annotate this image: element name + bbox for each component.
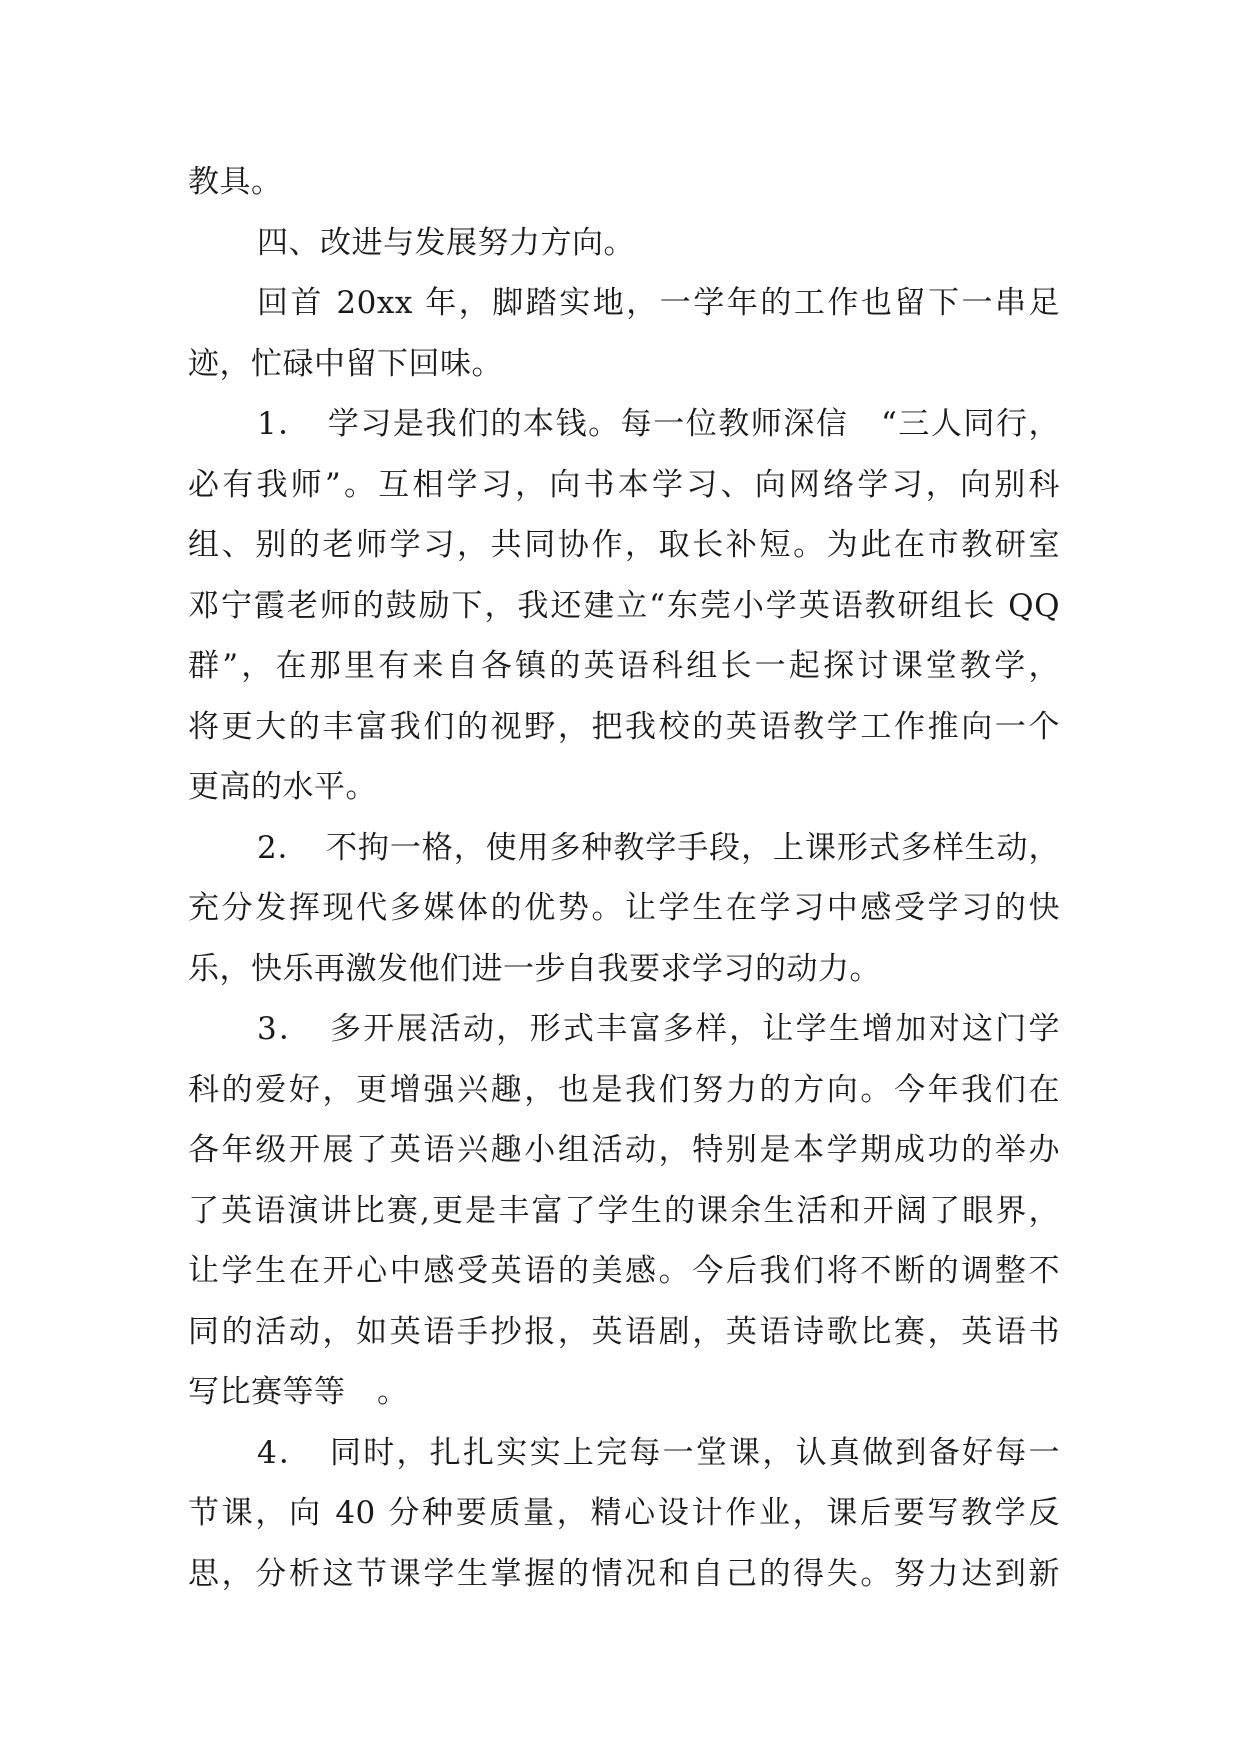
text-line: 各年级开展了英语兴趣小组活动，特别是本学期成功的举办 xyxy=(188,1132,1060,1168)
text-line: 让学生在开心中感受英语的美感。今后我们将不断的调整不 xyxy=(188,1253,1060,1289)
text-line: 4． 同时，扎扎实实上完每一堂课，认真做到备好每一 xyxy=(257,1434,1060,1471)
text-line: 2． 不拘一格，使用多种教学手段，上课形式多样生动， xyxy=(257,829,1060,866)
text-line: 乐，快乐再激发他们进一步自我要求学习的动力。 xyxy=(188,950,881,987)
text-line: 必有我师”。互相学习，向书本学习、向网络学习，向别科 xyxy=(188,466,1060,503)
text-line: 教具。 xyxy=(188,164,283,200)
text-line: 1． 学习是我们的本钱。每一位教师深信 “三人同行， xyxy=(257,406,1060,442)
text-line: 同的活动，如英语手抄报，英语剧，英语诗歌比赛，英语书 xyxy=(188,1313,1060,1350)
text-line: 回首 20xx 年，脚踏实地，一学年的工作也留下一串足 xyxy=(257,285,1060,321)
text-line: 将更大的丰富我们的视野，把我校的英语教学工作推向一个 xyxy=(188,708,1060,745)
text-line: 3． 多开展活动，形式丰富多样，让学生增加对这门学 xyxy=(257,1011,1060,1047)
text-line: 节课，向 40 分种要质量，精心设计作业，课后要写教学反 xyxy=(188,1495,1060,1531)
text-line: 写比赛等等 。 xyxy=(188,1374,409,1410)
text-line: 科的爱好，更增强兴趣，也是我们努力的方向。今年我们在 xyxy=(188,1071,1060,1108)
text-line: 群”，在那里有来自各镇的英语科组长一起探讨课堂教学， xyxy=(188,648,1060,684)
text-line: 迹，忙碌中留下回味。 xyxy=(188,345,503,382)
text-line: 邓宁霞老师的鼓励下，我还建立“东莞小学英语教研组长 QQ xyxy=(188,587,1060,624)
text-line: 组、别的老师学习，共同协作，取长补短。为此在市教研室 xyxy=(188,527,1060,563)
text-line: 四、改进与发展努力方向。 xyxy=(257,224,635,261)
text-line: 思，分析这节课学生掌握的情况和自己的得失。努力达到新 xyxy=(188,1555,1060,1592)
document-body xyxy=(188,152,1060,1604)
text-line: 更高的水平。 xyxy=(188,769,377,805)
text-line: 充分发挥现代多媒体的优势。让学生在学习中感受学习的快 xyxy=(188,890,1060,926)
text-line: 了英语演讲比赛,更是丰富了学生的课余生活和开阔了眼界， xyxy=(188,1192,1060,1229)
